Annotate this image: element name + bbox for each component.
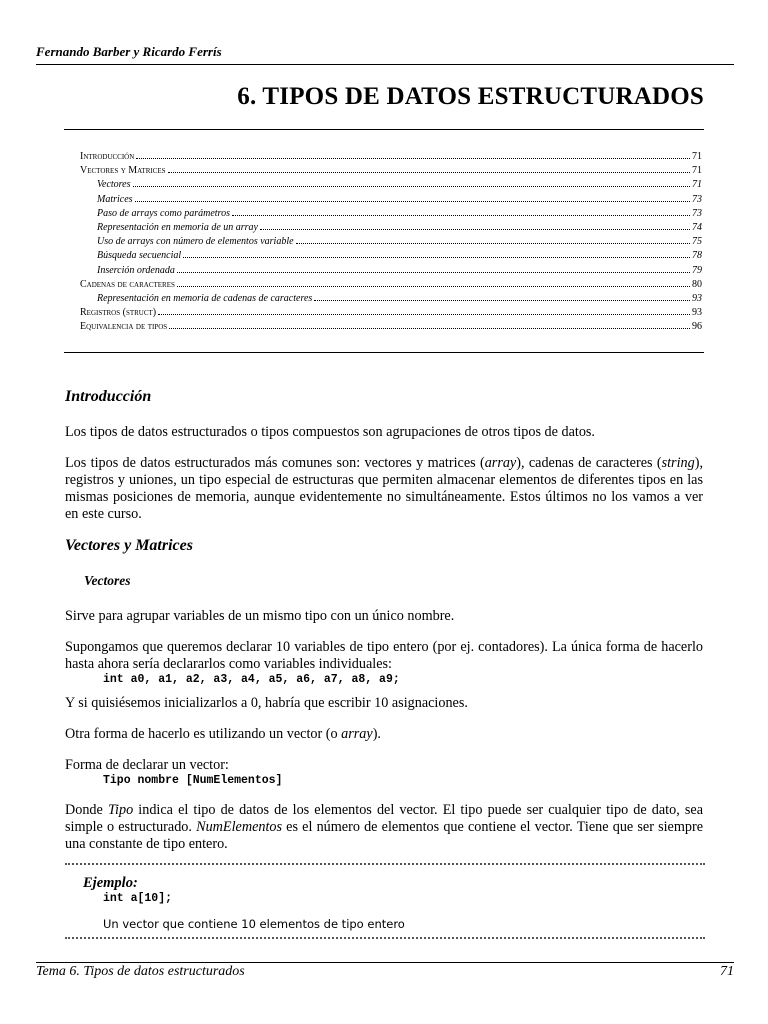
- toc-entry-title: Cadenas de caracteres: [80, 278, 175, 290]
- toc-entry: [80, 320, 702, 334]
- toc-dot-leader: [314, 300, 690, 301]
- toc-dot-leader: [158, 314, 690, 315]
- toc-entry-page: 93: [692, 292, 702, 304]
- toc-entry: [80, 278, 702, 292]
- example-separator-top: [65, 863, 705, 865]
- toc-entry: [80, 306, 702, 320]
- paragraph-intro-1: Los tipos de datos estructurados o tipos compuestos son agrupaciones de otros tipos de datos.: [65, 424, 595, 440]
- paragraph-vectores-3: Y si quisiésemos inicializarlos a 0, habría que escribir 10 asignaciones.: [65, 695, 468, 711]
- toc-dot-leader: [133, 186, 690, 187]
- paragraph-vectores-4: Otra forma de hacerlo es utilizando un vector (o array).: [65, 726, 381, 742]
- toc-entry-page: 71: [692, 165, 702, 177]
- code-declaration-syntax: Tipo nombre [NumElementos]: [103, 774, 283, 787]
- toc-entry: [80, 178, 702, 192]
- paragraph-intro-2: Los tipos de datos estructurados más comunes son: vectores y matrices (array), cadenas de caracteres (string), registros y uniones, un tipo especial de estructuras que permiten almacenar elementos de diferentes tipos en las mismas posiciones de memoria, aunque evidentemente no simultáneamente. Estos últimos no los vamos a ver en este curso.: [65, 455, 703, 522]
- example-label: Ejemplo:: [83, 875, 138, 891]
- toc-entry-page: 73: [692, 207, 702, 219]
- toc-dot-leader: [135, 201, 690, 202]
- paragraph-vectores-1: Sirve para agrupar variables de un mismo tipo con un único nombre.: [65, 608, 455, 624]
- paragraph-vectores-5: Forma de declarar un vector:: [65, 757, 229, 773]
- paragraph-vectores-6: Donde Tipo indica el tipo de datos de los elementos del vector. El tipo puede ser cualquier tipo de dato, sea simple o estructurado. NumElementos es el número de elementos que contiene el vector. Tiene que ser siempre una constante de tipo entero.: [65, 802, 703, 852]
- header-authors: Fernando Barber y Ricardo Ferrís: [36, 44, 222, 59]
- toc-entry-title: Registros (struct): [80, 307, 157, 319]
- toc-entry: [80, 264, 702, 278]
- example-code: int a[10];: [103, 892, 173, 905]
- toc-entry-page: 79: [692, 264, 702, 276]
- toc-entry-page: 75: [692, 236, 702, 248]
- toc-entry-page: 93: [692, 307, 702, 319]
- toc-entry-title: Representación en memoria de un array: [97, 221, 258, 233]
- toc-entry-page: 80: [692, 278, 702, 290]
- example-description: Un vector que contiene 10 elementos de tipo entero: [103, 917, 405, 931]
- toc-entry-title: Vectores: [97, 179, 131, 191]
- toc-entry-title: Equivalencia de tipos: [80, 321, 168, 333]
- toc-dot-leader: [136, 158, 690, 159]
- toc-rule-top: [64, 129, 704, 130]
- toc-entry-title: Vectores y Matrices: [80, 165, 166, 177]
- toc-entry-page: 73: [692, 193, 702, 205]
- toc-entry: [80, 164, 702, 178]
- toc-dot-leader: [183, 257, 690, 258]
- toc-dot-leader: [169, 328, 690, 329]
- toc-entry: [80, 150, 702, 164]
- toc-entry: [80, 221, 702, 235]
- toc-entry-title: Uso de arrays con número de elementos variable: [97, 236, 294, 248]
- toc-entry-title: Representación en memoria de cadenas de caracteres: [97, 292, 313, 304]
- toc-entry-page: 78: [692, 250, 702, 262]
- code-declaration-individual: int a0, a1, a2, a3, a4, a5, a6, a7, a8, a9;: [103, 673, 400, 686]
- toc-dot-leader: [296, 243, 690, 244]
- toc-entry: [80, 249, 702, 263]
- toc-entry-title: Introducción: [80, 151, 135, 162]
- toc-entry: [80, 235, 702, 249]
- chapter-title: 6. TIPOS DE DATOS ESTRUCTURADOS: [237, 83, 704, 110]
- toc-entry-page: 71: [692, 179, 702, 191]
- toc-entry: [80, 193, 702, 207]
- section-heading-vectores-matrices: Vectores y Matrices: [65, 537, 193, 554]
- subsection-heading-vectores: Vectores: [84, 573, 131, 588]
- toc-entry-title: Búsqueda secuencial: [97, 250, 182, 262]
- toc-rule-bottom: [64, 352, 704, 353]
- toc-entry-title: Paso de arrays como parámetros: [97, 207, 230, 219]
- footer-chapter: Tema 6. Tipos de datos estructurados: [36, 964, 245, 979]
- footer-rule: [36, 962, 734, 963]
- paragraph-vectores-2: Supongamos que queremos declarar 10 variables de tipo entero (por ej. contadores). La única forma de hacerlo hasta ahora sería declararlos como variables individuales:: [65, 639, 703, 672]
- toc-dot-leader: [168, 172, 690, 173]
- toc-dot-leader: [232, 215, 690, 216]
- toc-entry-page: 71: [692, 151, 702, 162]
- toc-entry: [80, 292, 702, 306]
- toc-entry-title: Inserción ordenada: [97, 264, 175, 276]
- toc-entry-page: 96: [692, 321, 702, 333]
- toc-entry: [80, 207, 702, 221]
- footer-page-number: 71: [720, 964, 734, 979]
- toc-dot-leader: [177, 272, 690, 273]
- toc-dot-leader: [177, 286, 690, 287]
- toc-entry-page: 74: [692, 221, 702, 233]
- section-heading-introduccion: Introducción: [65, 388, 152, 405]
- table-of-contents: [80, 150, 702, 334]
- example-separator-bottom: [65, 937, 705, 939]
- toc-entry-title: Matrices: [97, 193, 133, 205]
- header-rule: [36, 64, 734, 65]
- toc-dot-leader: [260, 229, 690, 230]
- body-content: [65, 384, 703, 939]
